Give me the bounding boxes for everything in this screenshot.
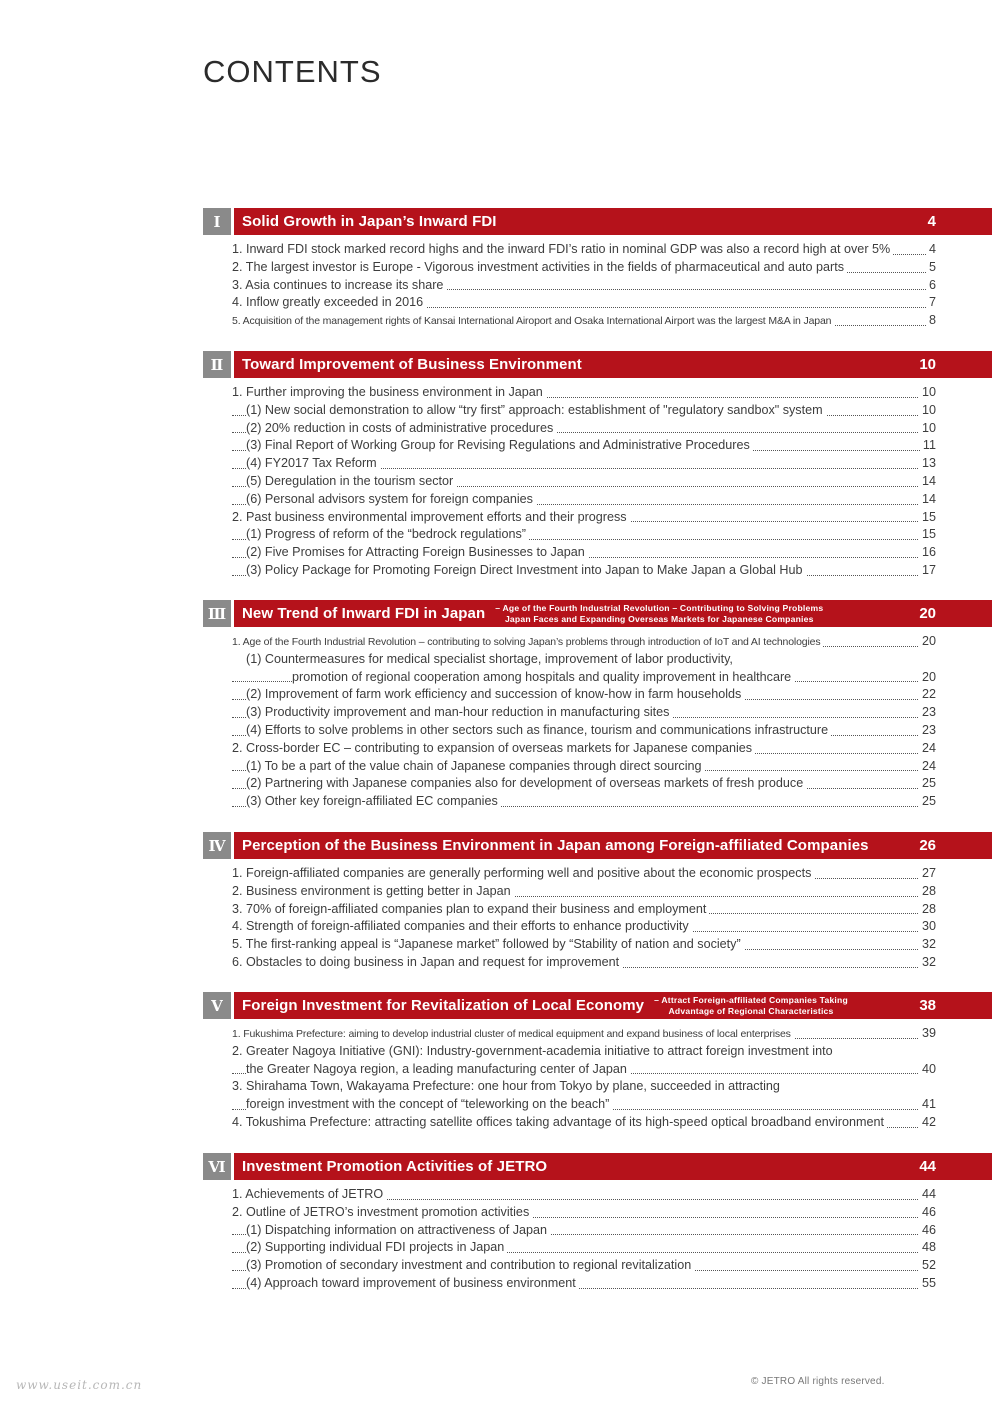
- toc-entry-text: (2) 20% reduction in costs of administrative procedures: [246, 421, 556, 435]
- toc-entry-page: 15: [919, 509, 936, 527]
- toc-entry-text: 1. Fukushima Prefecture: aiming to develop industrial cluster of medical equipment and expand business of local enterprises: [232, 1028, 794, 1040]
- section-title-bar: [234, 832, 992, 859]
- toc-entry[interactable]: [203, 1239, 992, 1257]
- toc-entry-text: 2. Cross-border EC – contributing to expansion of overseas markets for Japanese companies: [232, 741, 755, 755]
- section-header[interactable]: [203, 600, 992, 627]
- toc-entry-page: 8: [926, 312, 936, 330]
- toc-entry-page: 41: [919, 1096, 936, 1114]
- toc-entry-page: 5: [926, 259, 936, 277]
- toc-entry-text: (5) Deregulation in the tourism sector: [246, 474, 456, 488]
- section-title-bar: [234, 600, 992, 627]
- toc-entry-text: 1. Inward FDI stock marked record highs and the inward FDI’s ratio in nominal GDP was also a record high at over 5%: [232, 242, 893, 256]
- section-header[interactable]: [203, 992, 992, 1019]
- toc-entry[interactable]: [203, 758, 992, 776]
- section-title: Toward Improvement of Business Environment: [242, 356, 582, 373]
- toc-entry[interactable]: [203, 491, 992, 509]
- toc-entry-page: 15: [919, 526, 936, 544]
- section-title-bar: [234, 208, 992, 235]
- toc-entry[interactable]: [203, 633, 992, 651]
- toc-entry-list: [203, 865, 992, 972]
- toc-entry-list: [203, 1025, 992, 1132]
- toc-entry[interactable]: [203, 1257, 992, 1275]
- toc-entry-list: [203, 1186, 992, 1293]
- toc-entry-text: (3) Other key foreign-affiliated EC companies: [246, 794, 501, 808]
- toc-entry-text: (4) Efforts to solve problems in other sectors such as finance, tourism and communications infrastructure: [246, 723, 831, 737]
- toc-section: [203, 992, 992, 1132]
- toc-entry-page: 42: [919, 1114, 936, 1132]
- toc-entry-page: 10: [919, 402, 936, 420]
- toc-entry[interactable]: [203, 1078, 992, 1096]
- toc-entry-text: 3. Asia continues to increase its share: [232, 278, 446, 292]
- toc-entry-text: 5. The first-ranking appeal is “Japanese market” followed by “Stability of nation and society”: [232, 937, 744, 951]
- toc-entry[interactable]: [203, 704, 992, 722]
- toc-section: [203, 351, 992, 580]
- toc-entry[interactable]: [203, 1114, 992, 1132]
- toc-entry-page: 4: [926, 241, 936, 259]
- section-subtitle: [654, 995, 848, 1017]
- toc-entry[interactable]: [203, 437, 992, 455]
- toc-entry-text: (1) Dispatching information on attractiveness of Japan: [246, 1223, 550, 1237]
- toc-entry-page: 24: [919, 740, 936, 758]
- toc-entry[interactable]: [203, 686, 992, 704]
- toc-entry-page: 13: [919, 455, 936, 473]
- section-page-number: 44: [919, 1158, 936, 1175]
- section-title: Perception of the Business Environment in Japan among Foreign-affiliated Companies: [242, 837, 869, 854]
- toc-entry[interactable]: [203, 1204, 992, 1222]
- section-numeral: Ⅲ: [203, 600, 231, 627]
- toc-entry-text: promotion of regional cooperation among hospitals and quality improvement in healthcare: [292, 670, 794, 684]
- toc-section: [203, 600, 992, 811]
- toc-entry-text: 2. Outline of JETRO’s investment promotion activities: [232, 1205, 532, 1219]
- section-header[interactable]: [203, 208, 992, 235]
- toc-entry-page: 28: [919, 883, 936, 901]
- toc-entry-page: 10: [919, 420, 936, 438]
- toc-entry[interactable]: [203, 1186, 992, 1204]
- toc-entry[interactable]: [203, 775, 992, 793]
- section-subtitle-line: Japan Faces and Expanding Overseas Markets for Japanese Companies: [504, 613, 814, 624]
- toc-entry[interactable]: [203, 793, 992, 811]
- section-title-bar: [234, 1153, 992, 1180]
- toc-entry[interactable]: [203, 277, 992, 295]
- toc-entry[interactable]: [203, 1222, 992, 1240]
- toc-entry-page: 25: [919, 793, 936, 811]
- toc-entry-page: 22: [919, 686, 936, 704]
- toc-entry[interactable]: [203, 1043, 992, 1061]
- toc-entry-page: 46: [919, 1222, 936, 1240]
- toc-entry-text: (2) Supporting individual FDI projects in Japan: [246, 1240, 507, 1254]
- toc-entry-text: (1) Countermeasures for medical specialist shortage, improvement of labor productivity,: [246, 652, 736, 666]
- toc-entry[interactable]: [203, 651, 992, 669]
- toc-entry[interactable]: [203, 1096, 992, 1114]
- toc-entry-text: 2. The largest investor is Europe - Vigorous investment activities in the fields of pharmaceutical and auto parts: [232, 260, 847, 274]
- section-page-number: 10: [919, 356, 936, 373]
- toc-entry-text: (2) Improvement of farm work efficiency and succession of know-how in farm households: [246, 687, 744, 701]
- toc-entry-page: 23: [919, 704, 936, 722]
- toc-entry-list: [203, 384, 992, 580]
- section-subtitle-line: Advantage of Regional Characteristics: [668, 1005, 834, 1016]
- section-title-bar: [234, 351, 992, 378]
- section-header[interactable]: [203, 832, 992, 859]
- toc-entry-text: (4) FY2017 Tax Reform: [246, 456, 380, 470]
- section-numeral: Ⅰ: [203, 208, 231, 235]
- toc-entry[interactable]: [203, 954, 992, 972]
- toc-entry[interactable]: [203, 865, 992, 883]
- toc-entry-page: 52: [919, 1257, 936, 1275]
- toc-entry-page: 17: [919, 562, 936, 580]
- section-subtitle-line: – Attract Foreign-affiliated Companies Taking: [654, 994, 848, 1005]
- toc-entry-page: 6: [926, 277, 936, 295]
- toc-entry-page: 32: [919, 936, 936, 954]
- toc-entry-text: foreign investment with the concept of “teleworking on the beach”: [246, 1097, 612, 1111]
- section-title-bar: [234, 992, 992, 1019]
- toc-entry-page: 55: [919, 1275, 936, 1293]
- toc-entry-page: 48: [919, 1239, 936, 1257]
- toc-entry[interactable]: [203, 1275, 992, 1293]
- toc-entry[interactable]: [203, 420, 992, 438]
- toc-entry[interactable]: [203, 1025, 992, 1043]
- toc-entry[interactable]: [203, 384, 992, 402]
- toc-section: [203, 208, 992, 330]
- toc-entry-text: 2. Past business environmental improvement efforts and their progress: [232, 510, 630, 524]
- section-page-number: 20: [919, 605, 936, 622]
- section-title: Solid Growth in Japan’s Inward FDI: [242, 213, 497, 230]
- section-page-number: 26: [919, 837, 936, 854]
- section-page-number: 4: [927, 213, 936, 230]
- toc-entry-text: 1. Further improving the business environment in Japan: [232, 385, 546, 399]
- toc-entry-text: 4. Strength of foreign-affiliated companies and their efforts to enhance productivity: [232, 919, 692, 933]
- toc-entry-text: (2) Partnering with Japanese companies also for development of overseas markets of fresh produce: [246, 776, 806, 790]
- toc-entry-list: [203, 241, 992, 330]
- toc-entry-text: 1. Foreign-affiliated companies are generally performing well and positive about the economic prospects: [232, 866, 814, 880]
- toc-entry-page: 39: [919, 1025, 936, 1043]
- toc-entry-page: 30: [919, 918, 936, 936]
- toc-entry-page: 20: [919, 669, 936, 687]
- section-subtitle-line: – Age of the Fourth Industrial Revolution – Contributing to Solving Problems: [495, 602, 824, 613]
- section-page-number: 38: [919, 997, 936, 1014]
- toc-entry[interactable]: [203, 455, 992, 473]
- toc-entry-text: (1) New social demonstration to allow “try first” approach: establishment of "regulatory sandbox" system: [246, 403, 826, 417]
- toc-entry-page: 11: [920, 437, 936, 455]
- toc-entry-text: 1. Achievements of JETRO: [232, 1187, 386, 1201]
- toc-entry-page: 46: [919, 1204, 936, 1222]
- toc-entry[interactable]: [203, 918, 992, 936]
- section-title: New Trend of Inward FDI in Japan: [242, 605, 486, 622]
- toc-entry[interactable]: [203, 259, 992, 277]
- toc-entry-text: 3. Shirahama Town, Wakayama Prefecture: one hour from Tokyo by plane, succeeded in attracting: [232, 1079, 783, 1093]
- toc-entry[interactable]: [203, 526, 992, 544]
- toc-entry-text: (3) Final Report of Working Group for Revising Regulations and Administrative Procedures: [246, 438, 753, 452]
- toc-entry-page: 14: [919, 491, 936, 509]
- toc-entry[interactable]: [203, 544, 992, 562]
- toc-entry-text: (1) To be a part of the value chain of Japanese companies through direct sourcing: [246, 759, 705, 773]
- toc-entry[interactable]: [203, 722, 992, 740]
- section-header[interactable]: [203, 1153, 992, 1180]
- toc-entry-page: 10: [919, 384, 936, 402]
- toc-entry[interactable]: [203, 312, 992, 330]
- toc-entry-page: 20: [919, 633, 936, 651]
- section-title: Foreign Investment for Revitalization of Local Economy: [242, 997, 645, 1014]
- toc-entry-text: (1) Progress of reform of the “bedrock regulations”: [246, 527, 529, 541]
- toc-entry-text: 2. Greater Nagoya Initiative (GNI): Industry-government-academia initiative to attract foreign investment into: [232, 1044, 836, 1058]
- toc-section: [203, 832, 992, 972]
- toc-entry-page: 14: [919, 473, 936, 491]
- section-numeral: Ⅳ: [203, 832, 231, 859]
- toc-entry[interactable]: [203, 883, 992, 901]
- toc-entry-page: 28: [919, 901, 936, 919]
- toc-entry[interactable]: [203, 294, 992, 312]
- toc-entry[interactable]: [203, 562, 992, 580]
- toc-entry-page: 16: [919, 544, 936, 562]
- toc-entry-text: the Greater Nagoya region, a leading manufacturing center of Japan: [246, 1062, 630, 1076]
- toc-entry-page: 7: [926, 294, 936, 312]
- toc-entry[interactable]: [203, 402, 992, 420]
- page-title: CONTENTS: [203, 54, 382, 89]
- toc-section: [203, 1153, 992, 1293]
- toc-entry[interactable]: [203, 740, 992, 758]
- toc-entry[interactable]: [203, 901, 992, 919]
- toc-entry[interactable]: [203, 1061, 992, 1079]
- toc-entry-text: (3) Productivity improvement and man-hour reduction in manufacturing sites: [246, 705, 672, 719]
- toc-entry-text: 6. Obstacles to doing business in Japan and request for improvement: [232, 955, 622, 969]
- toc-entry-text: 5. Acquisition of the management rights of Kansai International Airoport and Osaka International Airport was the largest M&A in Japan: [232, 315, 834, 327]
- toc-entry-page: 23: [919, 722, 936, 740]
- toc-entry-page: 24: [919, 758, 936, 776]
- section-subtitle: [495, 603, 823, 625]
- toc-entry[interactable]: [203, 669, 992, 687]
- toc-entry-text: (2) Five Promises for Attracting Foreign Businesses to Japan: [246, 545, 588, 559]
- toc-entry[interactable]: [203, 473, 992, 491]
- toc-entry-text: 2. Business environment is getting better in Japan: [232, 884, 514, 898]
- toc-entry-text: 3. 70% of foreign-affiliated companies plan to expand their business and employment: [232, 902, 709, 916]
- toc-entry-list: [203, 633, 992, 811]
- section-title: Investment Promotion Activities of JETRO: [242, 1158, 548, 1175]
- section-numeral: Ⅵ: [203, 1153, 231, 1180]
- toc-entry-text: 1. Age of the Fourth Industrial Revolution – contributing to solving Japan’s problems through introduction of IoT and AI technologies: [232, 636, 823, 648]
- section-numeral: Ⅱ: [203, 351, 231, 378]
- toc-entry-page: 44: [919, 1186, 936, 1204]
- toc-entry-text: (6) Personal advisors system for foreign companies: [246, 492, 536, 506]
- toc-entry-text: 4. Inflow greatly exceeded in 2016: [232, 295, 426, 309]
- toc-entry-text: (3) Policy Package for Promoting Foreign Direct Investment into Japan to Make Japan a Global Hub: [246, 563, 806, 577]
- toc-entry-page: 27: [919, 865, 936, 883]
- toc-entry-text: (4) Approach toward improvement of business environment: [246, 1276, 579, 1290]
- toc-entry-page: 25: [919, 775, 936, 793]
- toc-entry-page: 40: [919, 1061, 936, 1079]
- watermark: www.useit.com.cn: [16, 1378, 143, 1392]
- copyright-notice: © JETRO All rights reserved.: [751, 1376, 885, 1387]
- toc-entry-text: (3) Promotion of secondary investment and contribution to regional revitalization: [246, 1258, 694, 1272]
- toc-entry-page: 32: [919, 954, 936, 972]
- toc-entry[interactable]: [203, 241, 992, 259]
- toc-entry[interactable]: [203, 936, 992, 954]
- section-numeral: Ⅴ: [203, 992, 231, 1019]
- toc-entry-text: 4. Tokushima Prefecture: attracting satellite offices taking advantage of its high-speed optical broadband environment: [232, 1115, 887, 1129]
- toc-entry[interactable]: [203, 509, 992, 527]
- section-header[interactable]: [203, 351, 992, 378]
